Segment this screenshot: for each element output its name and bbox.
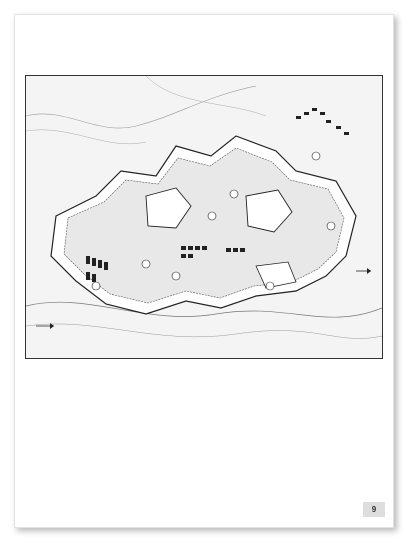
figure-caption	[25, 381, 381, 497]
fortress-plan-drawing	[26, 76, 382, 358]
document-page	[14, 14, 394, 528]
fortress-map	[25, 75, 383, 359]
page-number: 9	[363, 502, 385, 517]
